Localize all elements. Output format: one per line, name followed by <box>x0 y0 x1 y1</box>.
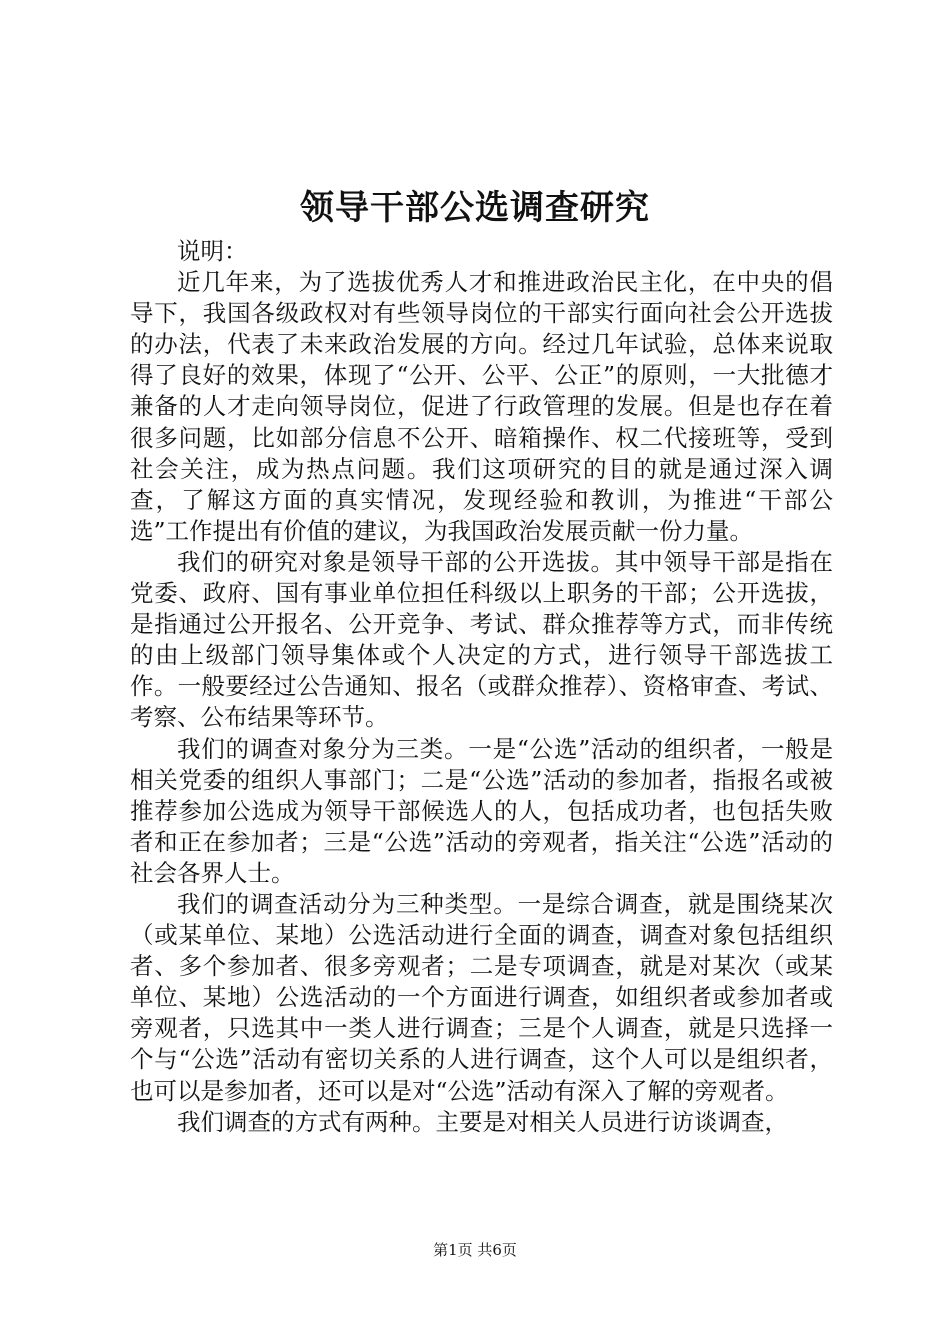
page-footer: 第1页 共6页 <box>433 1241 517 1259</box>
paragraph-survey-methods: 我们调查的方式有两种。主要是对相关人员进行访谈调查， <box>177 1107 788 1136</box>
section-label: 说明： <box>177 237 248 265</box>
document-title: 领导干部公选调查研究 <box>300 188 650 228</box>
paragraph-purpose: 近几年来，为了选拔优秀人才和推进政治民主化，在中央的倡导下，我国各级政权对有些领导岗位的干部实行面向社会公开选拔的办法，代表了未来政治发展的方向。经过几年试验，总体来说取得了良好的效果，体现了“公开、公平、公正”的原则，一大批德才兼备的人才走向领导岗位，促进了行政管理的发展。但是也存在着很多问题，比如部分信息不公开、暗箱操作、权二代接班等，受到社会关注，成为热点问题。我们这项研究的目的就是通过深入调查，了解这方面的真实情况，发现经验和教训，为推进“干部公选”工作提出有价值的建议，为我国政治发展贡献一份力量。 <box>130 268 833 545</box>
paragraph-research-object: 我们的研究对象是领导干部的公开选拔。其中领导干部是指在党委、政府、国有事业单位担任科级以上职务的干部；公开选拔，是指通过公开报名、公开竞争、考试、群众推荐等方式，而非传统的由上级部门领导集体或个人决定的方式，进行领导干部选拔工作。一般要经过公告通知、报名（或群众推荐）、资格审查、考试、考察、公布结果等环节。 <box>130 547 833 732</box>
document-body <box>130 236 833 1138</box>
paragraph-survey-subjects: 我们的调查对象分为三类。一是“公选”活动的组织者，一般是相关党委的组织人事部门；二是“公选”活动的参加者，指报名或被推荐参加公选成为领导干部候选人的人，包括成功者，也包括失败者和正在参加者；三是“公选”活动的旁观者，指关注“公选”活动的社会各界人士。 <box>130 734 833 887</box>
paragraph-survey-types: 我们的调查活动分为三种类型。一是综合调查，就是围绕某次（或某单位、某地）公选活动进行全面的调查，调查对象包括组织者、多个参加者、很多旁观者；二是专项调查，就是对某次（或某单位、某地）公选活动的一个方面进行调查，如组织者或参加者或旁观者，只选其中一类人进行调查；三是个人调查，就是只选择一个与“公选”活动有密切关系的人进行调查，这个人可以是组织者，也可以是参加者，还可以是对“公选”活动有深入了解的旁观者。 <box>130 889 833 1105</box>
